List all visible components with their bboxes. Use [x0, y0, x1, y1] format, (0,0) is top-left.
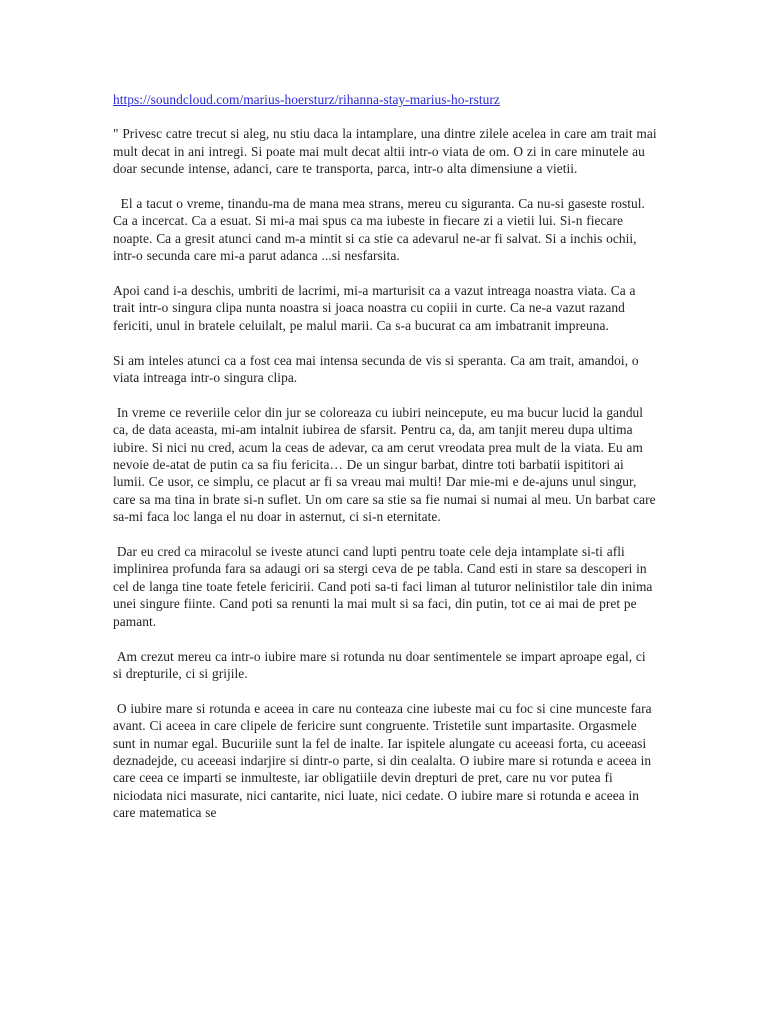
document-page [113, 91, 661, 839]
paragraph-1: " Privesc catre trecut si aleg, nu stiu daca la intamplare, una dintre zilele acelea in care am trait mai mult decat in ani intregi. Si poate mai mult decat altii intr-o viata de om. O zi in care minutele au doar secunde intense, adanci, care te transporta, parca, intr-o alta dimensiune a vietii. [113, 126, 661, 177]
paragraph-7: Am crezut mereu ca intr-o iubire mare si rotunda nu doar sentimentele se impart aproape egal, ci si drepturile, ci si grijile. [113, 648, 650, 681]
paragraph-2: El a tacut o vreme, tinandu-ma de mana mea strans, mereu cu siguranta. Ca nu-si gaseste rostul. Ca a incercat. Ca a esuat. Si mi-a mai spus ca ma iubeste in fiecare zi a vietii lui. Si-n fiecare noapte. Ca a gresit atunci cand m-a mintit si ca stie ca adevarul ne-ar fi salvat. Si a inchis ochii, intr-o secunda care mi-a parut adanca ...si nesfarsita. [113, 196, 649, 264]
paragraph-3: Apoi cand i-a deschis, umbriti de lacrimi, mi-a marturisit ca a vazut intreaga noastra viata. Ca a trait intr-o singura clipa nunta noastra si joaca noastra cu copiii in curte. Ca ne-a vazut razand fericiti, unul in bratele celuilalt, pe malul marii. Ca s-a bucurat ca am imbatranit impreuna. [113, 283, 640, 333]
paragraph-5: In vreme ce reveriile celor din jur se coloreaza cu iubiri neincepute, eu ma bucur lucid la gandul ca, de data aceasta, mi-am intalnit iubirea de sfarsit. Pentru ca, da, am tanjit mereu dupa ultima iubire. Si nici nu cred, acum la ceas de adevar, ca am cerut vreodata prea mult de la viata. Eu am nevoie de-atat de putin ca sa fiu fericita… De un singur barbat, dintre toti barbatii ispititori ai lumii. Ce usor, ce simplu, ce placut ar fi sa vreau mai multi! Dar mie-mi e de-ajuns unul singur, care sa ma tina in brate si-n suflet. Un om care sa stie sa fie numai si numai al meu. Un barbat care sa-mi faca loc langa el nu doar in asternut, ci si-n eternitate. [113, 404, 660, 525]
paragraph-6: Dar eu cred ca miracolul se iveste atunci cand lupti pentru toate cele deja intamplate si-ti afli implinirea profunda fara sa adaugi ori sa stergi ceva de pe tabla. Cand esti in stare sa descoperi in cel de langa tine toate fetele fericirii. Cand poti sa-ti faci liman al tuturor nelinistilor tale din inima unei singure fiinte. Cand poti sa renunti la mai mult si sa faci, din putin, tot ce ai mai de pret pe pamant. [113, 544, 657, 629]
soundcloud-link[interactable]: https://soundcloud.com/marius-hoersturz/rihanna-stay-marius-ho-rsturz [113, 92, 500, 107]
paragraph-4: Si am inteles atunci ca a fost cea mai intensa secunda de vis si speranta. Ca am trait, amandoi, o viata intreaga intr-o singura clipa. [113, 352, 643, 386]
paragraph-8: O iubire mare si rotunda e aceea in care nu conteaza cine iubeste mai cu foc si cine munceste fara avant. Ci aceea in care clipele de fericire sunt congruente. Tristetile sunt impartasite. Orgasmele sunt in numar egal. Bucuriile sunt la fel de inalte. Iar ispitele alungate cu aceeasi forta, cu aceeasi deznadejde, cu aceeasi indarjire si dintr-o parte, si din cealalta. O iubire mare si rotunda e aceea in care ceea ce imparti se inmulteste, iar obligatiile devin drepturi de pret, care nu vor putea fi niciodata nici masurate, nici cantarite, nici luate, nici cedate. O iubire mare si rotunda e aceea in care matematica se [113, 700, 656, 821]
